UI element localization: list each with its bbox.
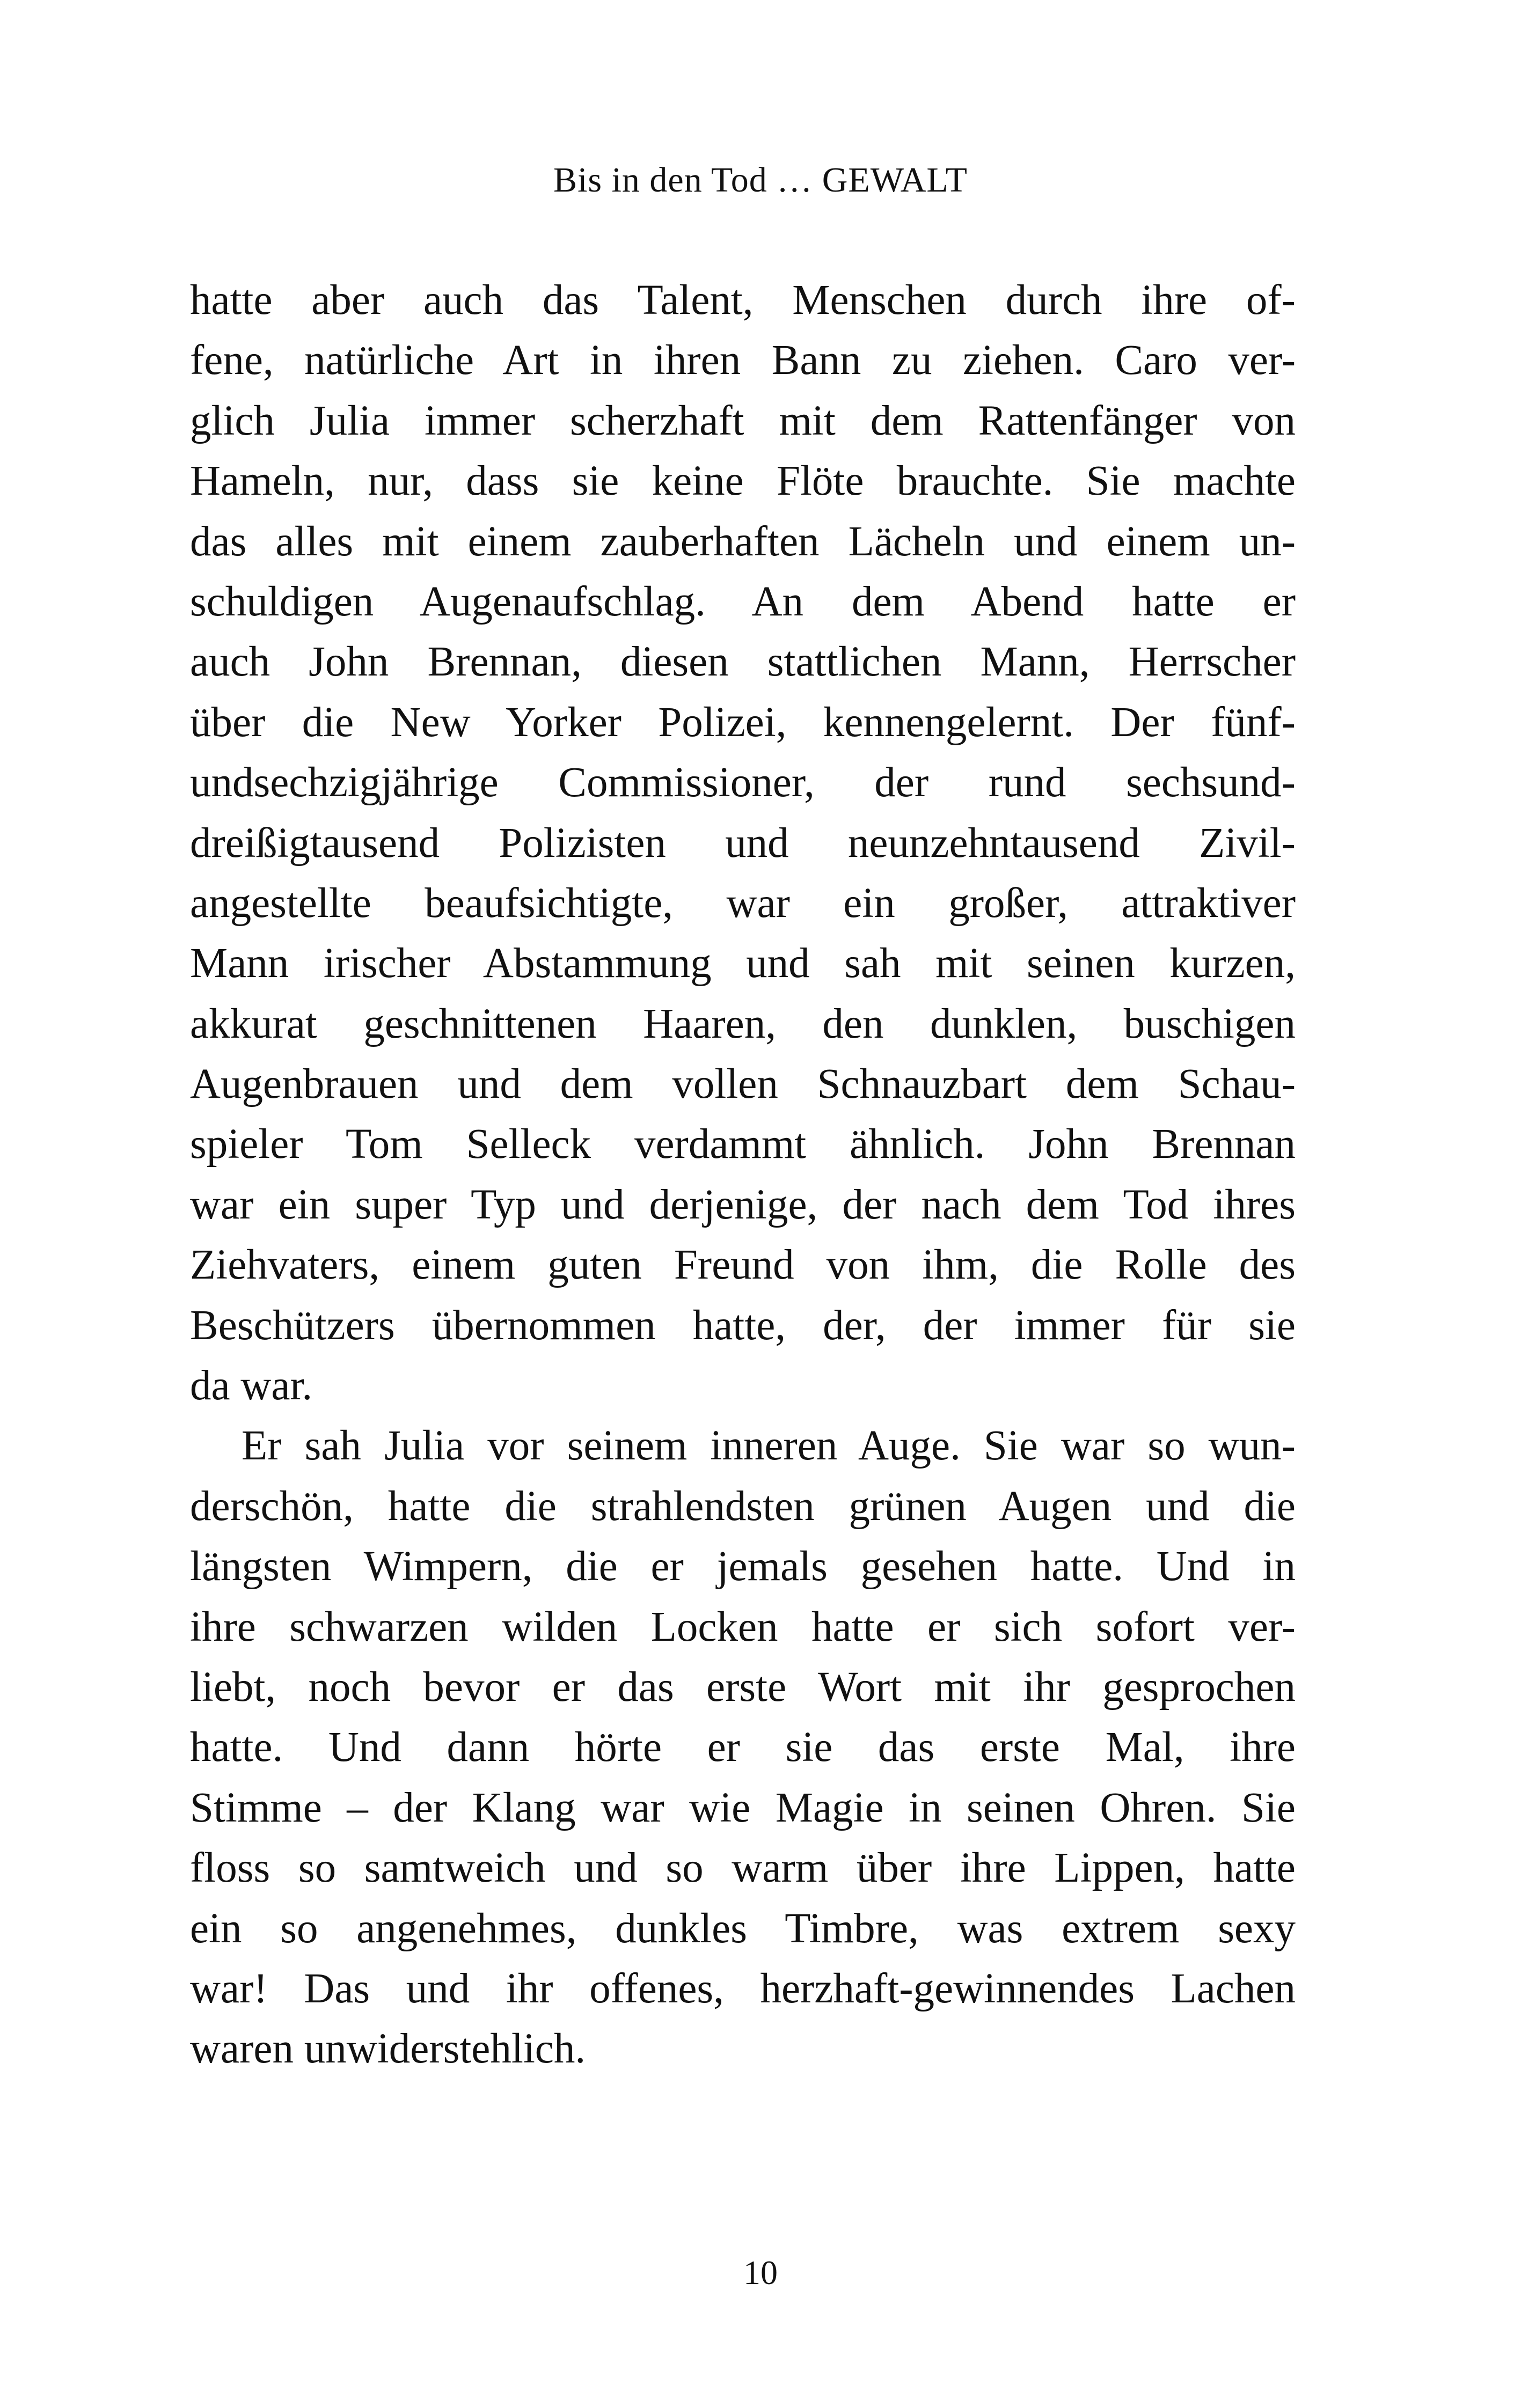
text-line: derschön, hatte die strahlendsten grünen Augen und die bbox=[190, 1482, 1296, 1530]
text-line: auch John Brennan, diesen stattlichen Mann, Herrscher bbox=[190, 638, 1296, 686]
text-line: hatte aber auch das Talent, Menschen durch ihre of- bbox=[190, 277, 1296, 324]
body-text bbox=[190, 270, 1296, 2080]
paragraph bbox=[190, 270, 1296, 1416]
text-line: waren unwiderstehlich. bbox=[190, 2025, 586, 2073]
text-line: Ziehvaters, einem guten Freund von ihm, die Rolle des bbox=[190, 1242, 1296, 1289]
text-line: floss so samtweich und so warm über ihre Lippen, hatte bbox=[190, 1845, 1296, 1892]
page-number: 10 bbox=[743, 2253, 778, 2292]
text-line: glich Julia immer scherzhaft mit dem Rattenfänger von bbox=[190, 397, 1296, 444]
running-header: Bis in den Tod … GEWALT bbox=[553, 160, 968, 200]
text-line: fene, natürliche Art in ihren Bann zu ziehen. Caro ver- bbox=[190, 337, 1296, 384]
text-line: angestellte beaufsichtigte, war ein großer, attraktiver bbox=[190, 879, 1296, 927]
text-line: ein so angenehmes, dunkles Timbre, was extrem sexy bbox=[190, 1905, 1296, 1952]
text-line: über die New Yorker Polizei, kennengelernt. Der fünf- bbox=[190, 699, 1296, 746]
text-line: längsten Wimpern, die er jemals gesehen hatte. Und in bbox=[190, 1543, 1296, 1590]
text-line: liebt, noch bevor er das erste Wort mit ihr gesprochen bbox=[190, 1663, 1296, 1710]
text-line: Hameln, nur, dass sie keine Flöte brauchte. Sie machte bbox=[190, 458, 1296, 505]
text-line: da war. bbox=[190, 1362, 313, 1409]
text-line: Stimme – der Klang war wie Magie in seinen Ohren. Sie bbox=[190, 1784, 1296, 1831]
text-line: Augenbrauen und dem vollen Schnauzbart dem Schau- bbox=[190, 1061, 1296, 1108]
text-line: Beschützers übernommen hatte, der, der immer für sie bbox=[190, 1302, 1296, 1349]
text-line: war! Das und ihr offenes, herzhaft-gewinnendes Lachen bbox=[190, 1965, 1296, 2012]
text-line: schuldigen Augenaufschlag. An dem Abend hatte er bbox=[190, 578, 1296, 625]
text-line: Mann irischer Abstammung und sah mit seinen kurzen, bbox=[190, 940, 1296, 987]
paragraph bbox=[190, 1416, 1296, 2079]
text-line: das alles mit einem zauberhaften Lächeln und einem un- bbox=[190, 518, 1296, 565]
text-line: ihre schwarzen wilden Locken hatte er sich sofort ver- bbox=[190, 1603, 1296, 1650]
text-line: Er sah Julia vor seinem inneren Auge. Sie war so wun- bbox=[242, 1422, 1296, 1470]
text-line: war ein super Typ und derjenige, der nach dem Tod ihres bbox=[190, 1181, 1296, 1228]
text-line: hatte. Und dann hörte er sie das erste Mal, ihre bbox=[190, 1724, 1296, 1771]
text-line: akkurat geschnittenen Haaren, den dunklen, buschigen bbox=[190, 1000, 1296, 1047]
text-line: spieler Tom Selleck verdammt ähnlich. John Brennan bbox=[190, 1121, 1296, 1168]
text-line: undsechzigjährige Commissioner, der rund sechsund- bbox=[190, 759, 1296, 806]
text-line: dreißigtausend Polizisten und neunzehntausend Zivil- bbox=[190, 819, 1296, 867]
